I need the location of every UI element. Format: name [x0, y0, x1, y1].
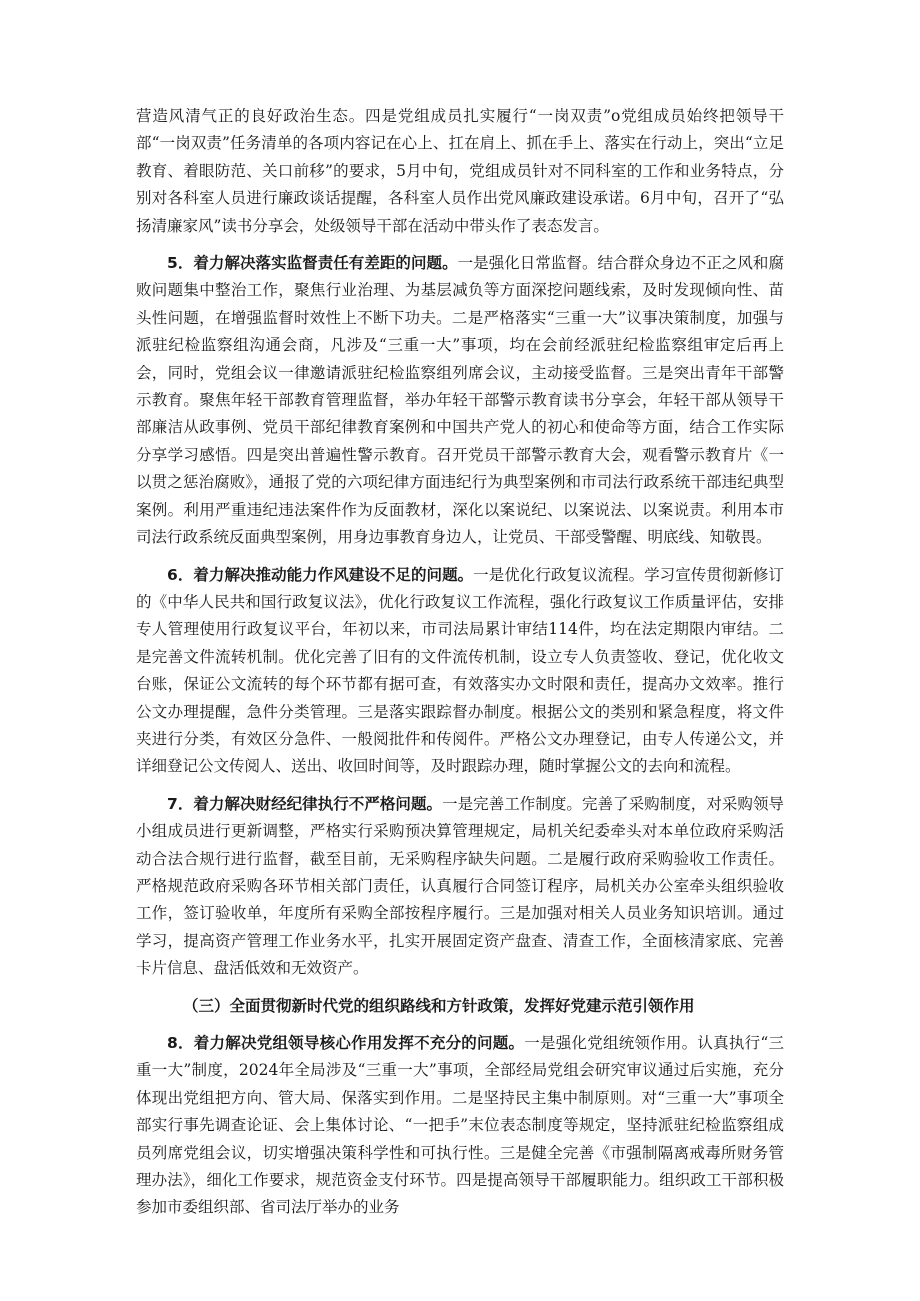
paragraph-7	[136, 791, 784, 983]
paragraph-5	[136, 250, 784, 551]
paragraph-4-continuation	[136, 103, 784, 240]
section-heading: （三）全面贯彻新时代党的组织路线和方针政策，发挥好党建示范引领作用	[183, 996, 695, 1015]
paragraph-text: 营造风清气正的良好政治生态。四是党组成员扎实履行“一岗双责”o党组成员始终把领导干部“一岗双责”任务清单的各项内容记在心上、扛在肩上、抓在手上、落实在行动上，突出“立足教育、着眼防范、关口前移”的要求，5月中旬，党组成员针对不同科室的工作和业务特点，分别对各科室人员进行廉政谈话提醒，各科室人员作出党风廉政建设承诺。6月中旬，召开了“弘扬清廉家风”读书分享会，处级领导干部在活动中带头作了表态发言。	[136, 107, 784, 235]
paragraph-text: 一是强化党组统领作用。认真执行“三重一大”制度，2024年全局涉及“三重一大”事项，全部经局党组会研究审议通过后实施，充分体现出党组把方向、管大局、保落实到作用。二是坚持民主集中制原则。对“三重一大”事项全部实行事先调查论证、会上集体讨论、“一把手”末位表态制度等规定，坚持派驻纪检监察组成员列席党组会议，切实增强决策科学性和可执行性。三是健全完善《市强制隔离戒毒所财务管理办法》，细化工作要求，规范资金支付环节。四是提高领导干部履职能力。组织政工干部积极参加市委组织部、省司法厅举办的业务	[136, 1034, 784, 1217]
paragraph-text: 一是强化日常监督。结合群众身边不正之风和腐败问题集中整治工作，聚焦行业治理、为基层减负等方面深挖问题线索，及时发现倾向性、苗头性问题，在增强监督时效性上不断下功夫。二是严格落实“三重一大”议事决策制度，加强与派驻纪检监察组沟通会商，凡涉及“三重一大”事项，均在会前经派驻纪检监察组审定后再上会，同时，党组会议一律邀请派驻纪检监察组列席会议，主动接受监督。三是突出青年干部警示教育。聚焦年轻干部教育管理监督，举办年轻干部警示教育读书分享会，年轻干部从领导干部廉洁从政事例、党员干部纪律教育案例和中国共产党人的初心和使命等方面，结合工作实际分享学习感悟。四是突出普遍性警示教育。召开党员干部警示教育大会，观看警示教育片《一以贯之惩治腐败》，通报了党的六项纪律方面违纪行为典型案例和市司法行政系统干部违纪典型案例。利用严重违纪违法案件作为反面教材，深化以案说纪、以案说法、以案说责。利用本市司法行政系统反面典型案例，用身边事教育身边人，让党员、干部受警醒、明底线、知敬畏。	[136, 254, 784, 547]
paragraph-text: 一是完善工作制度。完善了采购制度，对采购领导小组成员进行更新调整，严格实行采购预决算管理规定，局机关纪委牵头对本单位政府采购活动合法合规行进行监督，截至目前，无采购程序缺失问题。二是履行政府采购验收工作责任。严格规范政府采购各环节相关部门责任，认真履行合同签订程序，局机关办公室牵头组织验收工作，签订验收单，年度所有采购全部按程序履行。三是加强对相关人员业务知识培训。通过学习，提高资产管理工作业务水平，扎实开展固定资产盘查、清查工作，全面核清家底、完善卡片信息、盘活低效和无效资产。	[136, 794, 784, 978]
paragraph-lead: 5．着力解决落实监督责任有差距的问题。	[167, 254, 458, 273]
paragraph-8	[136, 1030, 784, 1222]
paragraph-6	[136, 562, 784, 781]
paragraph-lead: 8．着力解决党组领导核心作用发挥不充分的问题。	[167, 1034, 525, 1052]
paragraph-text: 一是优化行政复议流程。学习宣传贯彻新修订的《中华人民共和国行政复议法》，优化行政复议工作流程，强化行政复议工作质量评估，安排专人管理使用行政复议平台，年初以来，市司法局累计审结114件，均在法定期限内审结。二是完善文件流转机制。优化完善了旧有的文件流传机制，设立专人负责签收、登记，优化收文台账，保证公文流转的每个环节都有据可查，有效落实办文时限和责任，提高办文效率。推行公文办理提醒，急件分类管理。三是落实跟踪督办制度。根据公文的类别和紧急程度，将文件夹进行分类，有效区分急件、一般阅批件和传阅件。严格公文办理登记，由专人传递公文，并详细登记公文传阅人、送出、收回时间等，及时跟踪办理，随时掌握公文的去向和流程。	[136, 565, 784, 776]
paragraph-lead: 7．着力解决财经纪律执行不严格问题。	[167, 794, 443, 813]
paragraph-lead: 6．着力解决推动能力作风建设不足的问题。	[167, 565, 474, 584]
